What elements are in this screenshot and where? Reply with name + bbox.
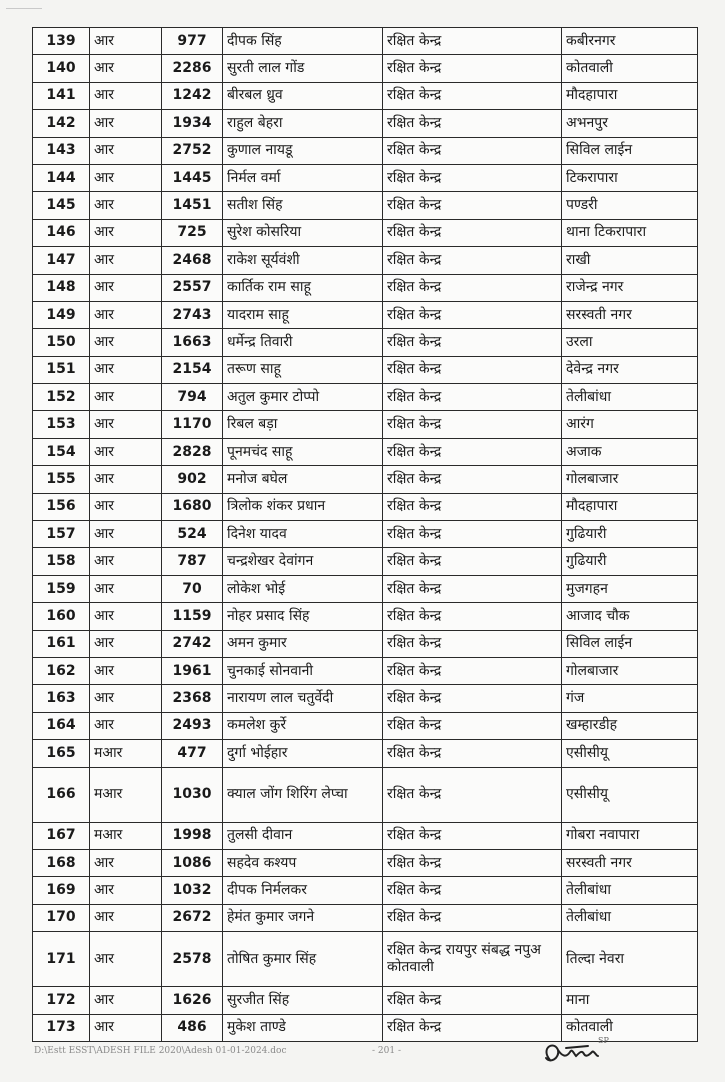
- name-cell: दिनेश यादव: [223, 521, 383, 548]
- badge-number-cell: 725: [162, 219, 223, 246]
- name-cell: पूनमचंद साहू: [223, 438, 383, 465]
- current-unit-cell: रक्षित केन्द्र: [383, 493, 562, 520]
- name-cell: चन्द्रशेखर देवांगन: [223, 548, 383, 575]
- name-cell: सुरेश कोसरिया: [223, 219, 383, 246]
- posting-place-cell: माना: [562, 987, 698, 1014]
- serial-number-cell: 149: [33, 301, 90, 328]
- name-cell: दुर्गा भोईहार: [223, 740, 383, 767]
- rank-cell: आर: [90, 247, 162, 274]
- current-unit-cell: रक्षित केन्द्र: [383, 630, 562, 657]
- table-row: [33, 329, 698, 356]
- serial-number-cell: 158: [33, 548, 90, 575]
- rank-cell: आर: [90, 274, 162, 301]
- table-row: [33, 932, 698, 987]
- rank-cell: आर: [90, 877, 162, 904]
- posting-place-cell: गोलबाजार: [562, 657, 698, 684]
- posting-place-cell: सरस्वती नगर: [562, 301, 698, 328]
- rank-cell: आर: [90, 438, 162, 465]
- name-cell: लोकेश भोई: [223, 575, 383, 602]
- posting-place-cell: कबीरनगर: [562, 28, 698, 55]
- current-unit-cell: रक्षित केन्द्र: [383, 575, 562, 602]
- name-cell: नारायण लाल चतुर्वेदी: [223, 685, 383, 712]
- serial-number-cell: 167: [33, 822, 90, 849]
- badge-number-cell: 1934: [162, 110, 223, 137]
- current-unit-cell: रक्षित केन्द्र: [383, 192, 562, 219]
- current-unit-cell: रक्षित केन्द्र: [383, 301, 562, 328]
- table-row: [33, 55, 698, 82]
- name-cell: कमलेश कुर्रे: [223, 712, 383, 739]
- posting-place-cell: राखी: [562, 247, 698, 274]
- current-unit-cell: रक्षित केन्द्र: [383, 164, 562, 191]
- current-unit-cell: रक्षित केन्द्र रायपुर संबद्ध नपुअ कोतवाली: [383, 932, 562, 987]
- badge-number-cell: 2368: [162, 685, 223, 712]
- rank-cell: आर: [90, 521, 162, 548]
- table-row: [33, 657, 698, 684]
- posting-place-cell: मुजगहन: [562, 575, 698, 602]
- badge-number-cell: 486: [162, 1014, 223, 1041]
- posting-place-cell: सिविल लाईन: [562, 630, 698, 657]
- serial-number-cell: 172: [33, 987, 90, 1014]
- posting-place-cell: गोलबाजार: [562, 466, 698, 493]
- rank-cell: आर: [90, 164, 162, 191]
- posting-place-cell: मौदहापारा: [562, 493, 698, 520]
- serial-number-cell: 151: [33, 356, 90, 383]
- rank-cell: आर: [90, 712, 162, 739]
- posting-place-cell: अभनपुर: [562, 110, 698, 137]
- table-row: [33, 247, 698, 274]
- table-row: [33, 384, 698, 411]
- name-cell: कुणाल नायडू: [223, 137, 383, 164]
- serial-number-cell: 142: [33, 110, 90, 137]
- name-cell: तोषित कुमार सिंह: [223, 932, 383, 987]
- current-unit-cell: रक्षित केन्द्र: [383, 548, 562, 575]
- name-cell: मनोज बघेल: [223, 466, 383, 493]
- table-row: [33, 767, 698, 822]
- rank-cell: आर: [90, 329, 162, 356]
- serial-number-cell: 166: [33, 767, 90, 822]
- posting-place-cell: देवेन्द्र नगर: [562, 356, 698, 383]
- badge-number-cell: 2672: [162, 904, 223, 931]
- current-unit-cell: रक्षित केन्द्र: [383, 247, 562, 274]
- posting-place-cell: कोतवाली: [562, 55, 698, 82]
- table-row: [33, 82, 698, 109]
- rank-cell: आर: [90, 82, 162, 109]
- current-unit-cell: रक्षित केन्द्र: [383, 137, 562, 164]
- name-cell: मुकेश ताण्डे: [223, 1014, 383, 1041]
- current-unit-cell: रक्षित केन्द्र: [383, 849, 562, 876]
- name-cell: सुरती लाल गोंड: [223, 55, 383, 82]
- rank-cell: मआर: [90, 740, 162, 767]
- table-row: [33, 274, 698, 301]
- posting-place-cell: टिकरापारा: [562, 164, 698, 191]
- name-cell: तरूण साहू: [223, 356, 383, 383]
- rank-cell: मआर: [90, 767, 162, 822]
- current-unit-cell: रक्षित केन्द्र: [383, 411, 562, 438]
- name-cell: सतीश सिंह: [223, 192, 383, 219]
- posting-place-cell: तेलीबांधा: [562, 904, 698, 931]
- current-unit-cell: रक्षित केन्द्र: [383, 438, 562, 465]
- badge-number-cell: 1086: [162, 849, 223, 876]
- name-cell: अमन कुमार: [223, 630, 383, 657]
- table-row: [33, 712, 698, 739]
- rank-cell: आर: [90, 356, 162, 383]
- badge-number-cell: 1451: [162, 192, 223, 219]
- footer-file-path: D:\Estt ESST\ADESH FILE 2020\Adesh 01-01-2024.doc: [34, 1046, 287, 1056]
- rank-cell: आर: [90, 685, 162, 712]
- current-unit-cell: रक्षित केन्द्र: [383, 28, 562, 55]
- name-cell: हेमंत कुमार जगने: [223, 904, 383, 931]
- serial-number-cell: 173: [33, 1014, 90, 1041]
- serial-number-cell: 140: [33, 55, 90, 82]
- badge-number-cell: 1242: [162, 82, 223, 109]
- name-cell: तुलसी दीवान: [223, 822, 383, 849]
- table-row: [33, 192, 698, 219]
- serial-number-cell: 170: [33, 904, 90, 931]
- current-unit-cell: रक्षित केन्द्र: [383, 822, 562, 849]
- badge-number-cell: 794: [162, 384, 223, 411]
- table-row: [33, 630, 698, 657]
- table-row: [33, 740, 698, 767]
- table-row: [33, 411, 698, 438]
- badge-number-cell: 1445: [162, 164, 223, 191]
- badge-number-cell: 2828: [162, 438, 223, 465]
- current-unit-cell: रक्षित केन्द्र: [383, 219, 562, 246]
- serial-number-cell: 162: [33, 657, 90, 684]
- name-cell: दीपक निर्मलकर: [223, 877, 383, 904]
- name-cell: राहुल बेहरा: [223, 110, 383, 137]
- serial-number-cell: 148: [33, 274, 90, 301]
- current-unit-cell: रक्षित केन्द्र: [383, 274, 562, 301]
- serial-number-cell: 169: [33, 877, 90, 904]
- rank-cell: आर: [90, 28, 162, 55]
- posting-place-cell: आरंग: [562, 411, 698, 438]
- serial-number-cell: 143: [33, 137, 90, 164]
- posting-place-cell: खम्हारडीह: [562, 712, 698, 739]
- badge-number-cell: 1663: [162, 329, 223, 356]
- name-cell: त्रिलोक शंकर प्रधान: [223, 493, 383, 520]
- table-row: [33, 164, 698, 191]
- table-row: [33, 877, 698, 904]
- serial-number-cell: 164: [33, 712, 90, 739]
- posting-table: [32, 27, 698, 1042]
- posting-place-cell: कोतवाली: [562, 1014, 698, 1041]
- name-cell: नोहर प्रसाद सिंह: [223, 603, 383, 630]
- rank-cell: आर: [90, 603, 162, 630]
- name-cell: कार्तिक राम साहू: [223, 274, 383, 301]
- serial-number-cell: 146: [33, 219, 90, 246]
- rank-cell: आर: [90, 137, 162, 164]
- table-row: [33, 110, 698, 137]
- table-row: [33, 603, 698, 630]
- current-unit-cell: रक्षित केन्द्र: [383, 521, 562, 548]
- name-cell: सहदेव कश्यप: [223, 849, 383, 876]
- rank-cell: आर: [90, 849, 162, 876]
- table-row: [33, 822, 698, 849]
- posting-place-cell: थाना टिकरापारा: [562, 219, 698, 246]
- page-edge-mark: [6, 8, 42, 9]
- table-row: [33, 493, 698, 520]
- current-unit-cell: रक्षित केन्द्र: [383, 384, 562, 411]
- name-cell: क्याल जोंग शिरिंग लेप्चा: [223, 767, 383, 822]
- badge-number-cell: 787: [162, 548, 223, 575]
- rank-cell: आर: [90, 904, 162, 931]
- table-row: [33, 438, 698, 465]
- badge-number-cell: 524: [162, 521, 223, 548]
- rank-cell: आर: [90, 575, 162, 602]
- posting-place-cell: गुढियारी: [562, 548, 698, 575]
- current-unit-cell: रक्षित केन्द्र: [383, 740, 562, 767]
- posting-place-cell: पण्डरी: [562, 192, 698, 219]
- serial-number-cell: 153: [33, 411, 90, 438]
- posting-place-cell: राजेन्द्र नगर: [562, 274, 698, 301]
- badge-number-cell: 1032: [162, 877, 223, 904]
- name-cell: यादराम साहू: [223, 301, 383, 328]
- current-unit-cell: रक्षित केन्द्र: [383, 685, 562, 712]
- posting-place-cell: मौदहापारा: [562, 82, 698, 109]
- table-row: [33, 28, 698, 55]
- badge-number-cell: 977: [162, 28, 223, 55]
- rank-cell: आर: [90, 932, 162, 987]
- rank-cell: आर: [90, 987, 162, 1014]
- table-row: [33, 521, 698, 548]
- rank-cell: आर: [90, 548, 162, 575]
- current-unit-cell: रक्षित केन्द्र: [383, 82, 562, 109]
- current-unit-cell: रक्षित केन्द्र: [383, 904, 562, 931]
- posting-table-body: [33, 28, 698, 1042]
- name-cell: रिबल बड़ा: [223, 411, 383, 438]
- current-unit-cell: रक्षित केन्द्र: [383, 767, 562, 822]
- current-unit-cell: रक्षित केन्द्र: [383, 603, 562, 630]
- table-row: [33, 987, 698, 1014]
- rank-cell: आर: [90, 493, 162, 520]
- posting-place-cell: तेलीबांधा: [562, 877, 698, 904]
- posting-place-cell: सरस्वती नगर: [562, 849, 698, 876]
- current-unit-cell: रक्षित केन्द्र: [383, 466, 562, 493]
- name-cell: अतुल कुमार टोप्पो: [223, 384, 383, 411]
- name-cell: दीपक सिंह: [223, 28, 383, 55]
- current-unit-cell: रक्षित केन्द्र: [383, 110, 562, 137]
- posting-place-cell: गोबरा नवापारा: [562, 822, 698, 849]
- table-row: [33, 685, 698, 712]
- current-unit-cell: रक्षित केन्द्र: [383, 987, 562, 1014]
- badge-number-cell: 2743: [162, 301, 223, 328]
- posting-place-cell: तेलीबांधा: [562, 384, 698, 411]
- posting-place-cell: सिविल लाईन: [562, 137, 698, 164]
- badge-number-cell: 2742: [162, 630, 223, 657]
- badge-number-cell: 902: [162, 466, 223, 493]
- serial-number-cell: 141: [33, 82, 90, 109]
- rank-cell: मआर: [90, 822, 162, 849]
- serial-number-cell: 152: [33, 384, 90, 411]
- current-unit-cell: रक्षित केन्द्र: [383, 1014, 562, 1041]
- posting-place-cell: गुढियारी: [562, 521, 698, 548]
- rank-cell: आर: [90, 630, 162, 657]
- name-cell: चुनकाई सोनवानी: [223, 657, 383, 684]
- rank-cell: आर: [90, 301, 162, 328]
- serial-number-cell: 154: [33, 438, 90, 465]
- serial-number-cell: 144: [33, 164, 90, 191]
- table-row: [33, 137, 698, 164]
- current-unit-cell: रक्षित केन्द्र: [383, 329, 562, 356]
- serial-number-cell: 168: [33, 849, 90, 876]
- rank-cell: आर: [90, 657, 162, 684]
- signature-image: [536, 1034, 626, 1074]
- rank-cell: आर: [90, 1014, 162, 1041]
- name-cell: राकेश सूर्यवंशी: [223, 247, 383, 274]
- serial-number-cell: 150: [33, 329, 90, 356]
- rank-cell: आर: [90, 384, 162, 411]
- badge-number-cell: 1159: [162, 603, 223, 630]
- badge-number-cell: 1030: [162, 767, 223, 822]
- posting-place-cell: एसीसीयू: [562, 740, 698, 767]
- posting-place-cell: अजाक: [562, 438, 698, 465]
- rank-cell: आर: [90, 411, 162, 438]
- badge-number-cell: 2557: [162, 274, 223, 301]
- posting-place-cell: गंज: [562, 685, 698, 712]
- serial-number-cell: 145: [33, 192, 90, 219]
- badge-number-cell: 1170: [162, 411, 223, 438]
- badge-number-cell: 2154: [162, 356, 223, 383]
- badge-number-cell: 2286: [162, 55, 223, 82]
- table-row: [33, 575, 698, 602]
- table-row: [33, 466, 698, 493]
- rank-cell: आर: [90, 192, 162, 219]
- badge-number-cell: 1961: [162, 657, 223, 684]
- badge-number-cell: 2752: [162, 137, 223, 164]
- serial-number-cell: 156: [33, 493, 90, 520]
- badge-number-cell: 2493: [162, 712, 223, 739]
- serial-number-cell: 165: [33, 740, 90, 767]
- table-row: [33, 219, 698, 246]
- name-cell: धर्मेन्द्र तिवारी: [223, 329, 383, 356]
- badge-number-cell: 70: [162, 575, 223, 602]
- serial-number-cell: 157: [33, 521, 90, 548]
- table-row: [33, 904, 698, 931]
- footer-page-number: - 201 -: [372, 1046, 401, 1056]
- serial-number-cell: 160: [33, 603, 90, 630]
- rank-cell: आर: [90, 219, 162, 246]
- badge-number-cell: 2468: [162, 247, 223, 274]
- badge-number-cell: 2578: [162, 932, 223, 987]
- name-cell: निर्मल वर्मा: [223, 164, 383, 191]
- badge-number-cell: 1998: [162, 822, 223, 849]
- serial-number-cell: 147: [33, 247, 90, 274]
- name-cell: सुरजीत सिंह: [223, 987, 383, 1014]
- current-unit-cell: रक्षित केन्द्र: [383, 356, 562, 383]
- serial-number-cell: 171: [33, 932, 90, 987]
- footer-sp-label: SP: [598, 1036, 609, 1045]
- rank-cell: आर: [90, 466, 162, 493]
- posting-place-cell: एसीसीयू: [562, 767, 698, 822]
- badge-number-cell: 1680: [162, 493, 223, 520]
- serial-number-cell: 155: [33, 466, 90, 493]
- rank-cell: आर: [90, 55, 162, 82]
- name-cell: बीरबल ध्रुव: [223, 82, 383, 109]
- current-unit-cell: रक्षित केन्द्र: [383, 55, 562, 82]
- rank-cell: आर: [90, 110, 162, 137]
- badge-number-cell: 1626: [162, 987, 223, 1014]
- posting-place-cell: उरला: [562, 329, 698, 356]
- current-unit-cell: रक्षित केन्द्र: [383, 657, 562, 684]
- table-row: [33, 849, 698, 876]
- table-row: [33, 301, 698, 328]
- current-unit-cell: रक्षित केन्द्र: [383, 877, 562, 904]
- badge-number-cell: 477: [162, 740, 223, 767]
- serial-number-cell: 159: [33, 575, 90, 602]
- serial-number-cell: 163: [33, 685, 90, 712]
- table-row: [33, 356, 698, 383]
- current-unit-cell: रक्षित केन्द्र: [383, 712, 562, 739]
- table-row: [33, 548, 698, 575]
- serial-number-cell: 161: [33, 630, 90, 657]
- posting-place-cell: आजाद चौक: [562, 603, 698, 630]
- posting-place-cell: तिल्दा नेवरा: [562, 932, 698, 987]
- serial-number-cell: 139: [33, 28, 90, 55]
